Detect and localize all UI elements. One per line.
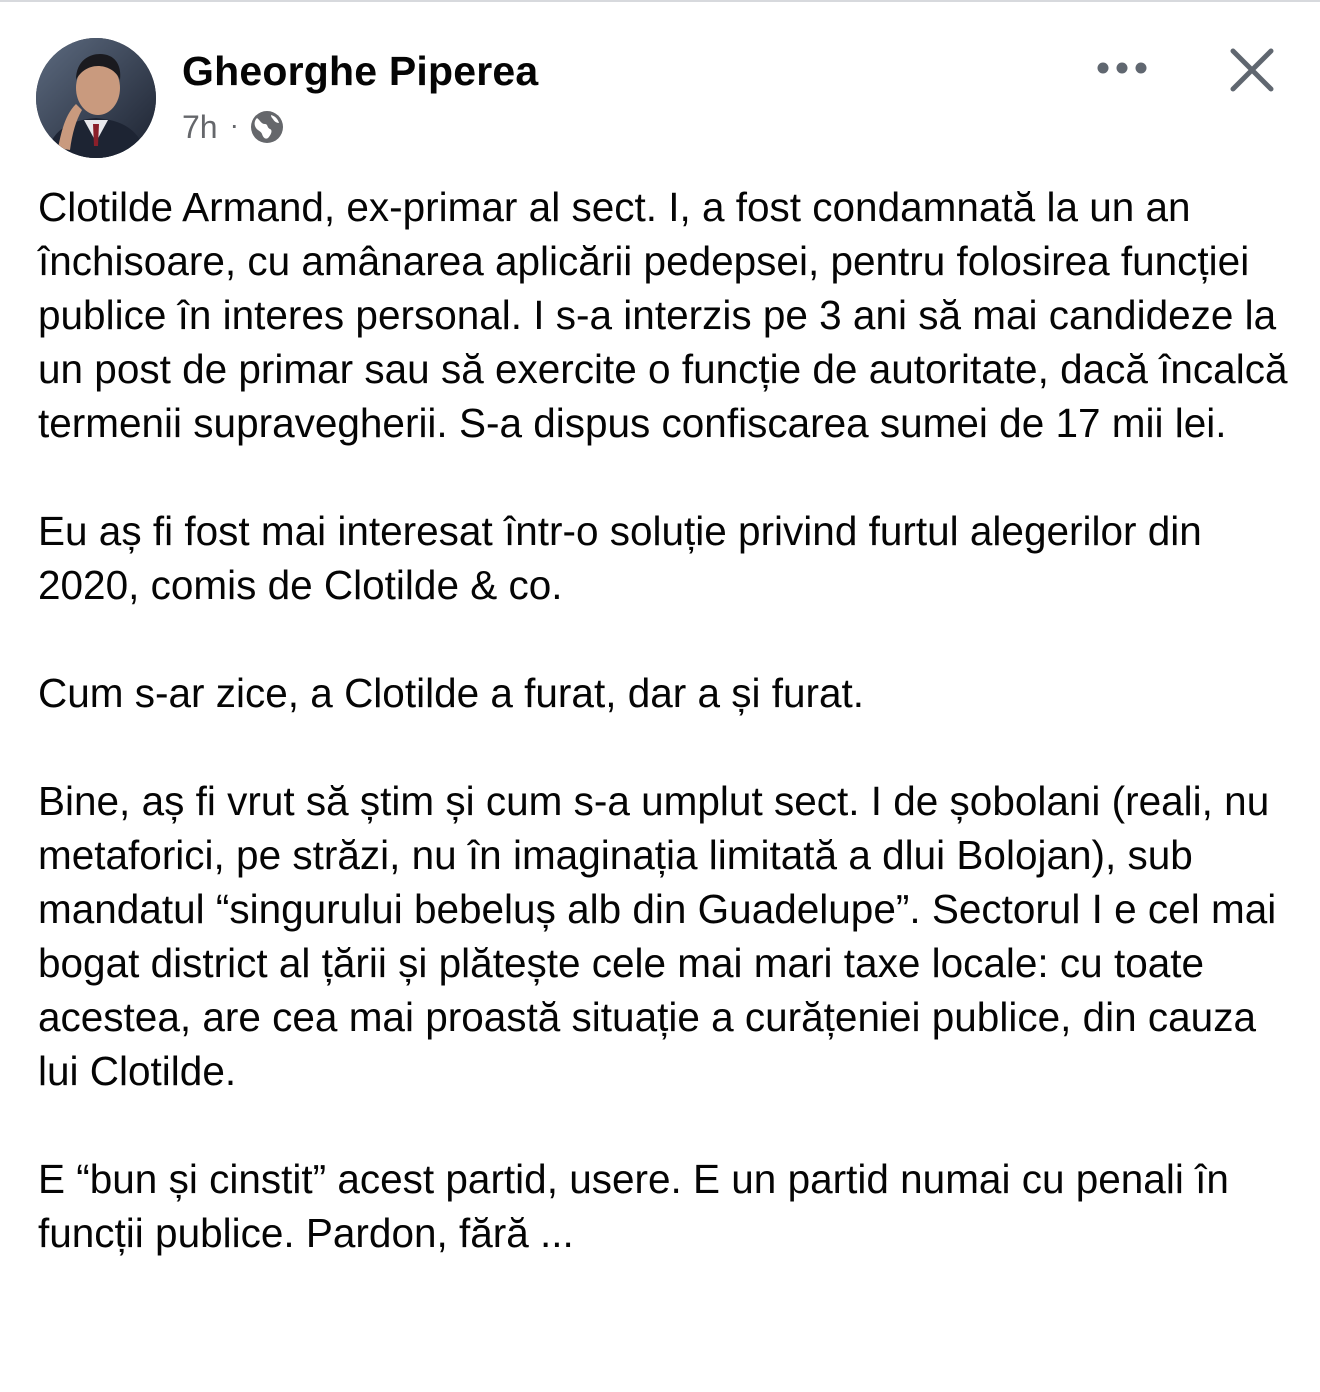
author-name[interactable]: Gheorghe Piperea	[182, 48, 539, 94]
globe-icon	[249, 109, 285, 145]
post-meta	[182, 106, 285, 148]
post-paragraph-2: Eu aș fi fost mai interesat într-o soluție privind furtul alegerilor din 2020, comis de Clotilde & co.	[38, 508, 1202, 608]
post-paragraph-4: Bine, aș fi vrut să știm și cum s-a umplut sect. I de șobolani (reali, nu metaforici, pe străzi, nu în imaginația limitată a dlui Bolojan), sub mandatul “singurului bebeluș alb din Guadelupe”. Sectorul I e cel mai bogat district al țării și plătește cele mai mari taxe locale: cu toate acestea, are cea mai proastă situație a curățeniei publice, din cauza lui Clotilde.	[38, 778, 1277, 1094]
post-timestamp[interactable]: 7h	[182, 108, 218, 145]
avatar[interactable]	[36, 38, 156, 158]
avatar-photo-icon	[36, 38, 156, 158]
post-paragraph-3: Cum s-ar zice, a Clotilde a furat, dar a și furat.	[38, 670, 865, 716]
more-options-button[interactable]	[1092, 46, 1152, 90]
close-icon	[1229, 47, 1275, 93]
top-divider	[0, 0, 1320, 2]
meta-separator: ·	[229, 109, 239, 140]
more-dots-icon	[1096, 61, 1148, 75]
post-header	[36, 38, 1284, 158]
close-button[interactable]	[1222, 40, 1282, 100]
post-paragraph-5: E “bun și cinstit” acest partid, usere. E un partid numai cu penali în funcții publice. Pardon, fără ...	[38, 1156, 1229, 1256]
post-text	[38, 180, 1288, 1260]
post-paragraph-1: Clotilde Armand, ex-primar al sect. I, a fost condamnată la un an închisoare, cu amânarea aplicării pedepsei, pentru folosirea funcției publice în interes personal. I s-a interzis pe 3 ani să mai candideze la un post de primar sau să exercite o funcție de autoritate, dacă încalcă termenii supravegherii. S-a dispus confiscarea sumei de 17 mii lei.	[38, 184, 1288, 446]
